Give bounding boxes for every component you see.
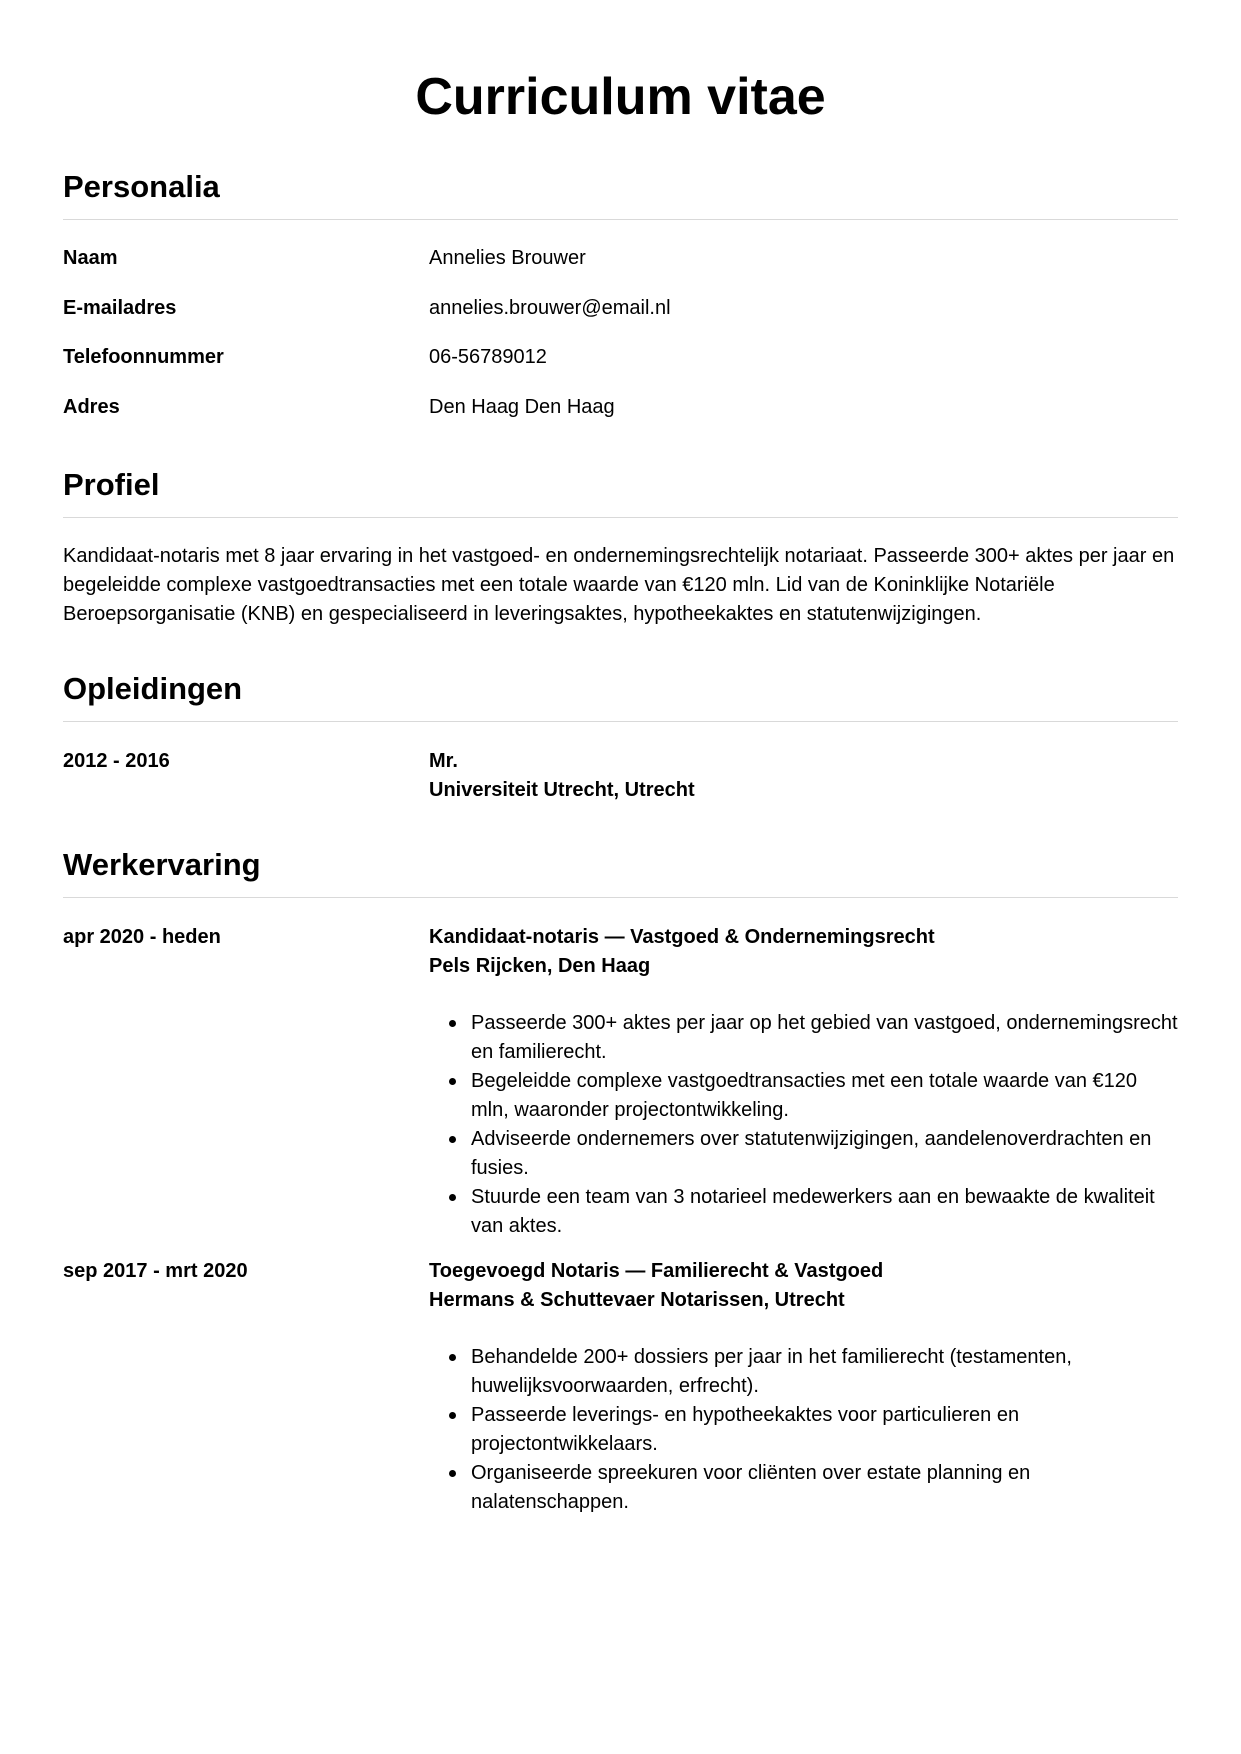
- list-item: Behandelde 200+ dossiers per jaar in het familierecht (testamenten, huwelijksvoorwaarden, erfrecht).: [471, 1343, 1178, 1401]
- personalia-row-adres: [63, 393, 1178, 422]
- personalia-label: Telefoonnummer: [63, 346, 224, 368]
- section-divider: [63, 517, 1178, 518]
- personalia-row-telefoon: [63, 343, 1178, 393]
- work-company: Pels Rijcken, Den Haag: [429, 955, 651, 977]
- education-degree: Mr.: [429, 750, 458, 772]
- personalia-value: annelies.brouwer@email.nl: [429, 297, 671, 319]
- list-item: Organiseerde spreekuren voor cliënten over estate planning en nalatenschappen.: [471, 1459, 1178, 1517]
- section-heading-profiel: Profiel: [63, 467, 160, 502]
- section-heading-werkervaring: Werkervaring: [63, 847, 261, 882]
- list-item: Begeleidde complexe vastgoedtransacties met een totale waarde van €120 mln, waaronder projectontwikkeling.: [471, 1067, 1178, 1125]
- personalia-table: [63, 244, 1178, 422]
- section-personalia: [63, 167, 1178, 422]
- work-achievements: [429, 1343, 1178, 1517]
- personalia-label: Naam: [63, 247, 118, 269]
- work-period: apr 2020 - heden: [63, 926, 221, 948]
- work-entry: [63, 923, 1178, 1241]
- personalia-label: E-mailadres: [63, 297, 177, 319]
- section-divider: [63, 721, 1178, 722]
- list-item: Stuurde een team van 3 notarieel medewerkers aan en bewaakte de kwaliteit van aktes.: [471, 1183, 1178, 1241]
- section-heading-personalia: Personalia: [63, 169, 220, 204]
- section-divider: [63, 897, 1178, 898]
- work-details: [429, 1257, 1178, 1517]
- work-details: [429, 923, 1178, 1241]
- work-entry: [63, 1257, 1178, 1517]
- list-item: Passeerde 300+ aktes per jaar op het gebied van vastgoed, ondernemingsrecht en familierecht.: [471, 1009, 1178, 1067]
- work-company: Hermans & Schuttevaer Notarissen, Utrecht: [429, 1289, 845, 1311]
- personalia-label: Adres: [63, 396, 120, 418]
- list-item: Adviseerde ondernemers over statutenwijzigingen, aandelenoverdrachten en fusies.: [471, 1125, 1178, 1183]
- personalia-row-email: [63, 294, 1178, 343]
- section-opleidingen: [63, 669, 1178, 805]
- section-werkervaring: [63, 845, 1178, 1517]
- section-divider: [63, 219, 1178, 220]
- education-period: 2012 - 2016: [63, 750, 170, 772]
- document-title: Curriculum vitae: [415, 68, 826, 126]
- section-profiel: [63, 465, 1178, 629]
- profile-summary: Kandidaat-notaris met 8 jaar ervaring in het vastgoed- en ondernemingsrechtelijk notariaat. Passeerde 300+ aktes per jaar en begeleidde complexe vastgoedtransacties met een totale waarde van €120 mln. Lid van de Koninklijke Notariële Beroepsorganisatie (KNB) en gespecialiseerd in leveringsaktes, hypotheekaktes en statutenwijzigingen.: [63, 545, 1175, 625]
- work-achievements: [429, 1009, 1178, 1241]
- education-entry: [63, 747, 1178, 805]
- education-details: [429, 747, 1178, 805]
- list-item: Passeerde leverings- en hypotheekaktes voor particulieren en projectontwikkelaars.: [471, 1401, 1178, 1459]
- work-role: Toegevoegd Notaris — Familierecht & Vastgoed: [429, 1260, 884, 1282]
- personalia-row-naam: [63, 244, 1178, 294]
- work-period: sep 2017 - mrt 2020: [63, 1260, 248, 1282]
- personalia-value: Den Haag Den Haag: [429, 396, 615, 418]
- education-institution: Universiteit Utrecht, Utrecht: [429, 779, 695, 801]
- personalia-value: 06-56789012: [429, 346, 547, 368]
- work-role: Kandidaat-notaris — Vastgoed & Ondernemingsrecht: [429, 926, 935, 948]
- personalia-value: Annelies Brouwer: [429, 247, 586, 269]
- section-heading-opleidingen: Opleidingen: [63, 671, 243, 706]
